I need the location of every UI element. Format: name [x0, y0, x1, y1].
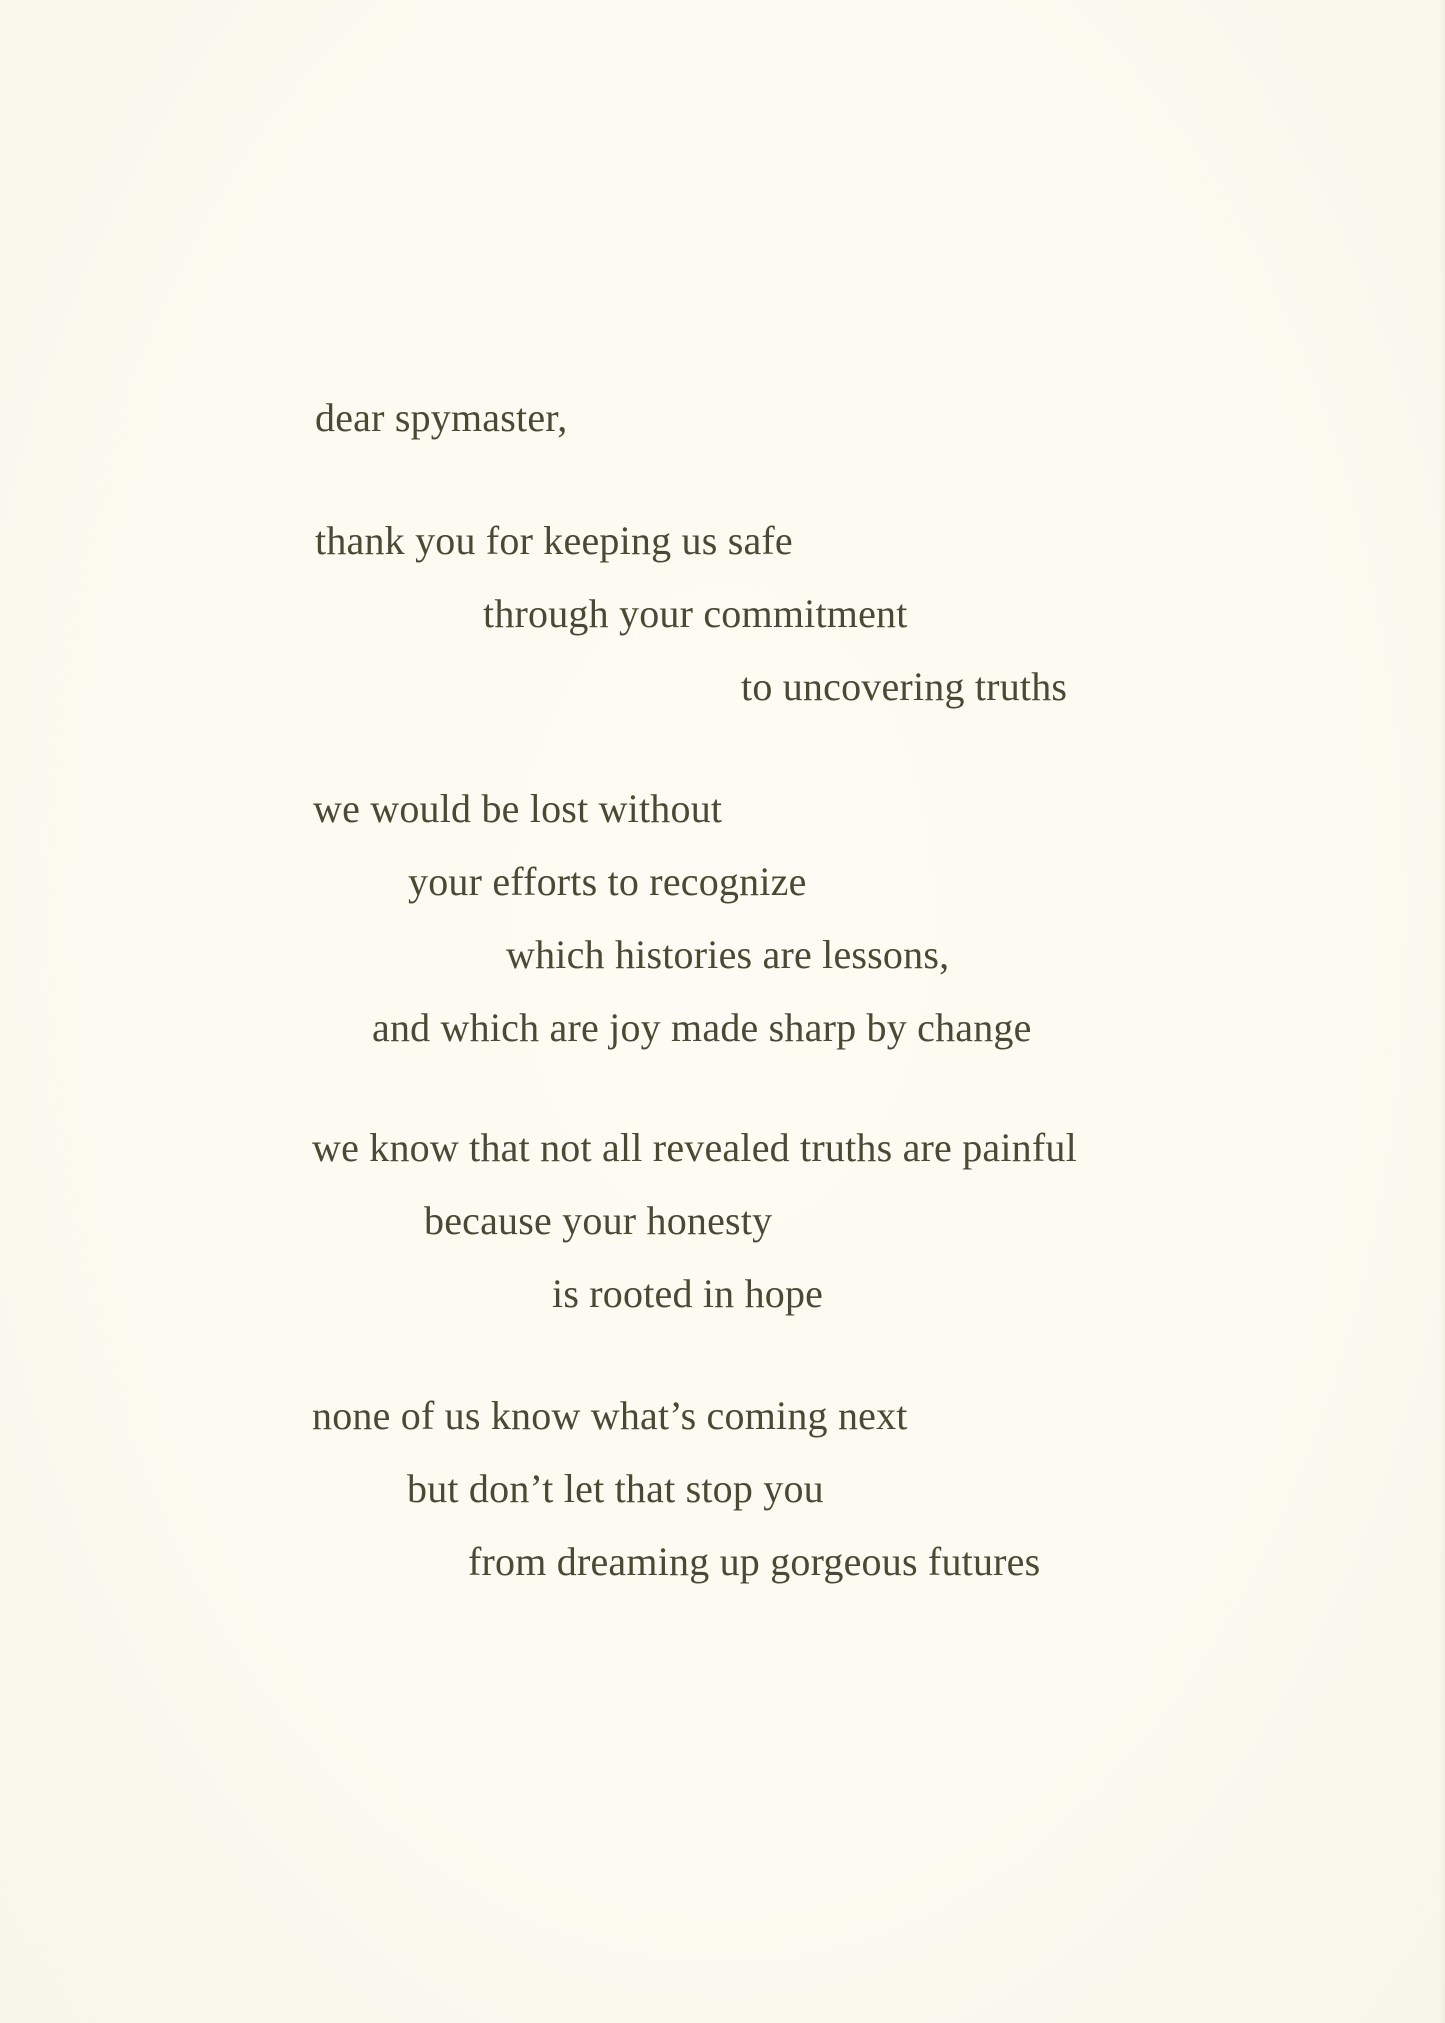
- poem-line: but don’t let that stop you: [407, 1466, 824, 1511]
- poem-line: through your commitment: [483, 591, 908, 636]
- poem-line: thank you for keeping us safe: [315, 518, 793, 563]
- salutation: dear spymaster,: [315, 395, 568, 440]
- poem-line: none of us know what’s coming next: [312, 1393, 908, 1438]
- poem-line: we know that not all revealed truths are painful: [312, 1125, 1077, 1170]
- poem-line: from dreaming up gorgeous futures: [468, 1539, 1041, 1584]
- poem-line: is rooted in hope: [552, 1271, 824, 1316]
- poem-line: we would be lost without: [313, 786, 723, 831]
- poem-line: to uncovering truths: [741, 664, 1068, 709]
- poem-line: your efforts to recognize: [408, 859, 807, 904]
- poem-line: and which are joy made sharp by change: [372, 1005, 1032, 1050]
- poem-line: because your honesty: [424, 1198, 773, 1243]
- poem-line: which histories are lessons,: [506, 932, 950, 977]
